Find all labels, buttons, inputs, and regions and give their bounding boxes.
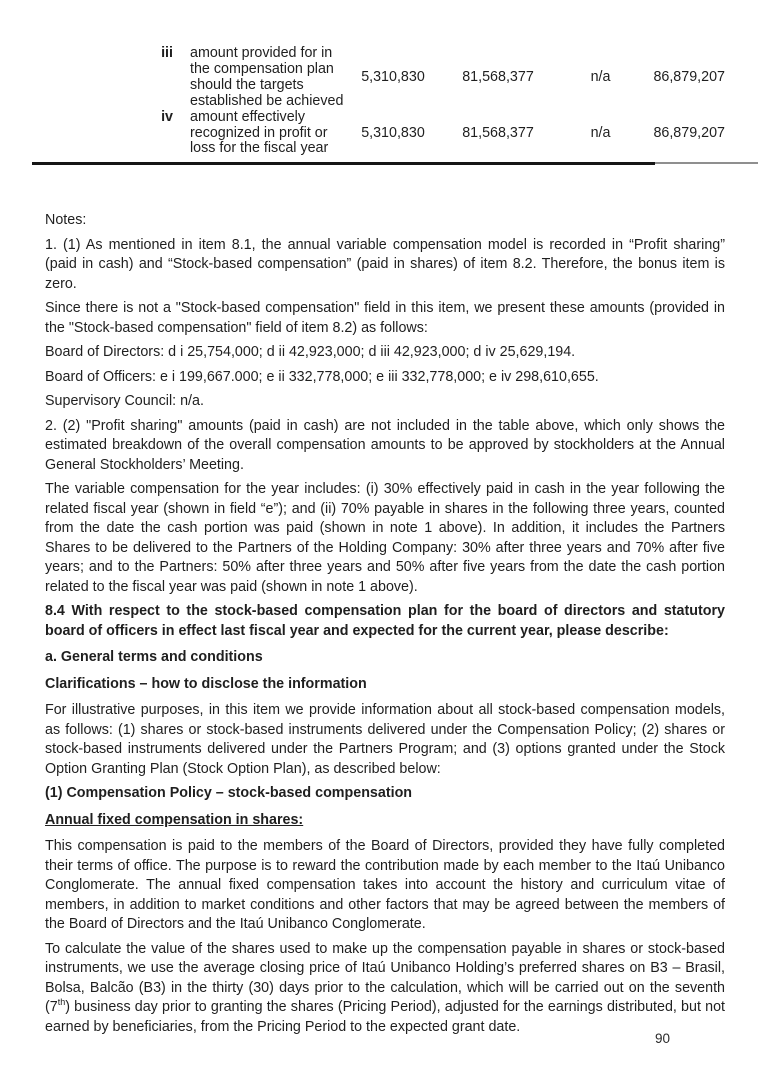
calculation-text-post: ) business day prior to granting the shares (Pricing Period), adjusted for the earnings distributed, but not earned by beneficiaries, from the Pricing Period to the expected grant date. [45,999,725,1035]
board-of-directors-amounts: Board of Directors: d i 25,754,000; d ii 42,923,000; d iii 42,923,000; d iv 25,629,194. [45,344,576,361]
compensation-table [45,46,725,157]
value-cell: 81,568,377 [462,124,534,141]
value-cell: 5,310,830 [361,68,425,85]
compensation-policy-heading: (1) Compensation Policy – stock-based compensation [45,785,413,802]
general-terms-heading: a. General terms and conditions [45,649,263,666]
value-cell: 5,310,830 [361,124,425,141]
stock-based-presentation-paragraph: Since there is not a "Stock-based compensation" field in this item, we present these amounts (provided in the "Stock-based compensation" field of item 8.2) as follows: [45,300,725,336]
ordinal-superscript: th [57,997,66,1008]
page-number: 90 [655,1031,671,1046]
rule-light-segment [655,162,758,164]
row-item-numeral: iii [161,45,173,61]
clarifications-heading: Clarifications – how to disclose the information [45,675,367,692]
row-item-numeral: iv [161,108,173,125]
annual-fixed-compensation-heading: Annual fixed compensation in shares: [45,811,304,828]
value-cell: 86,879,207 [653,68,725,85]
illustrative-purposes-paragraph: For illustrative purposes, in this item we provide information about all stock-based compensation models, as follows: (1) shares or stock-based instruments delivered under the Compensation Policy; (2) shares or stock-based instruments delivered under the Partners Program; and (3) options granted under the Stock Option Granting Plan (Stock Option Plan), as described below: [45,702,725,777]
variable-compensation-paragraph: The variable compensation for the year includes: (i) 30% effectively paid in cash in the year following the related fiscal year (shown in field “e”); and (ii) 70% payable in shares in the following three years, counted from the date the cash portion was paid (shown in note 1 above). In addition, it includes the Partners Shares to be delivered to the Partners of the Holding Company: 30% after three years and 70% after five years; and to the Partners: 50% after three years and 50% after five years from the date the cash portion related to the fiscal year was paid (shown in note 1 above). [45,481,725,595]
table-bottom-rule [32,162,758,165]
row-description: amount effectively recognized in profit or loss for the fiscal year [190,108,329,157]
value-cell: 81,568,377 [462,68,534,85]
calculation-text-pre: To calculate the value of the shares used to make up the compensation payable in shares or stock-based instruments, we use the average closing price of Itaú Unibanco Holding’s preferred shares on B3 – Brasil, Bolsa, Balcão (B3) in the thirty (30) days prior to the calculation, which will be carried out on the seventh (7 [45,940,725,1016]
row-description: amount provided for in the compensation plan should the targets established be achieved [190,45,344,109]
supervisory-council-amounts: Supervisory Council: n/a. [45,393,204,410]
rule-dark-segment [32,162,655,165]
board-of-officers-amounts: Board of Officers: e i 199,667.000; e ii 332,778,000; e iii 332,778,000; e iv 298,610,655. [45,368,599,385]
value-cell: 86,879,207 [653,124,725,141]
annual-fixed-compensation-paragraph: This compensation is paid to the members of the Board of Directors, provided they have fully completed their terms of office. The purpose is to reward the contribution made by each member to the Itaú Unibanco Conglomerate. The annual fixed compensation takes into account the history and curriculum vitae of members, in addition to market conditions and other factors that may be agreed between the members of the Board of Directors and the Itaú Unibanco Conglomerate. [45,838,725,933]
table-row-iii [45,46,725,110]
note-1-paragraph: 1. (1) As mentioned in item 8.1, the annual variable compensation model is recorded in “Profit sharing” (paid in cash) and “Stock-based compensation” (paid in shares) of item 8.2. Therefore, the bonus item is zero. [45,236,725,292]
table-row-iv [45,110,725,158]
section-8-4-heading: 8.4 With respect to the stock-based compensation plan for the board of directors and statutory board of officers in effect last fiscal year and expected for the current year, please describe: [45,603,725,639]
value-cell: n/a [590,68,611,85]
page-content [45,46,725,1042]
notes-label: Notes: [45,212,87,229]
value-cell: n/a [590,124,611,141]
note-2-paragraph: 2. (2) "Profit sharing" amounts (paid in cash) are not included in the table above, which only shows the estimated breakdown of the overall compensation amounts to be approved by stockholders at the Annual General Stockholders’ Meeting. [45,417,725,473]
share-value-calculation-paragraph [45,940,725,1038]
